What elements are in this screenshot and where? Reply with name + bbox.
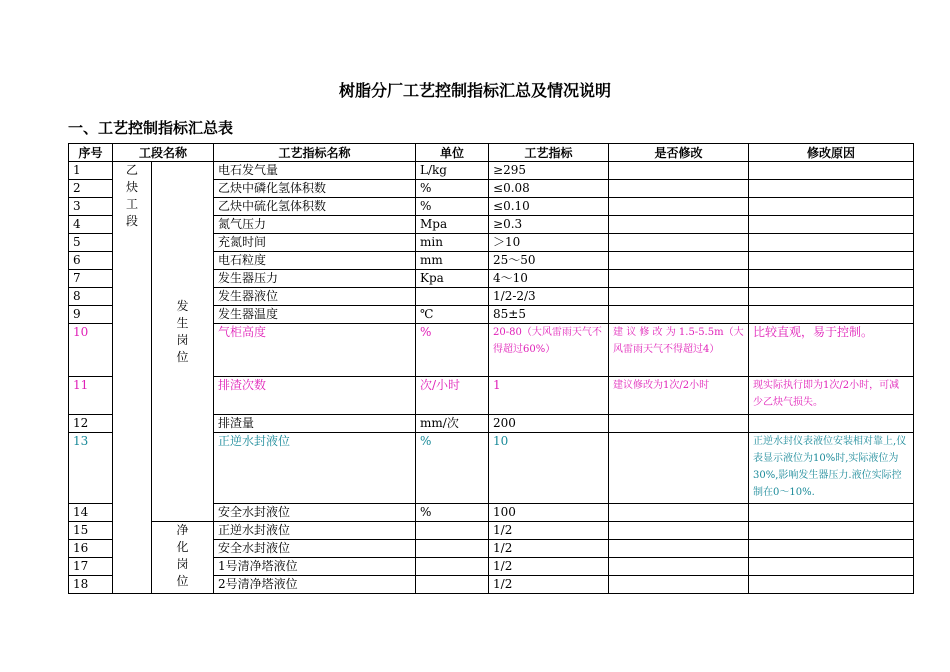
cell-no: 12: [69, 415, 113, 433]
cell-name: 排渣次数: [214, 377, 416, 415]
header-name: 工艺指标名称: [214, 144, 416, 162]
cell-modified: [609, 540, 749, 558]
cell-value: 1/2: [489, 558, 609, 576]
cell-modified: [609, 270, 749, 288]
cell-no: 8: [69, 288, 113, 306]
cell-no: 11: [69, 377, 113, 415]
cell-value: ≤0.08: [489, 180, 609, 198]
header-no: 序号: [69, 144, 113, 162]
cell-unit: L/kg: [416, 162, 489, 180]
cell-modified: [609, 162, 749, 180]
cell-no: 10: [69, 324, 113, 377]
table-header-row: [69, 144, 914, 162]
cell-modified: [609, 415, 749, 433]
page-title: 树脂分厂工艺控制指标汇总及情况说明: [338, 81, 611, 100]
cell-unit: %: [416, 324, 489, 377]
cell-name: 乙炔中硫化氢体积数: [214, 198, 416, 216]
cell-name: 发生器液位: [214, 288, 416, 306]
section-char: 工: [125, 197, 138, 211]
cell-value: 1/2-2/3: [489, 288, 609, 306]
cell-unit: [416, 522, 489, 540]
indicator-table: [68, 143, 914, 594]
header-reason: 修改原因: [749, 144, 914, 162]
cell-modified: [609, 198, 749, 216]
cell-unit: 次/小时: [416, 377, 489, 415]
cell-reason: [749, 504, 914, 522]
cell-unit: min: [416, 234, 489, 252]
cell-value: 100: [489, 504, 609, 522]
cell-unit: Mpa: [416, 216, 489, 234]
cell-modified: [609, 522, 749, 540]
cell-name: 1号清净塔液位: [214, 558, 416, 576]
cell-modified: 建议修改为1次/2小时: [609, 377, 749, 415]
cell-name: 安全水封液位: [214, 540, 416, 558]
cell-modified: [609, 288, 749, 306]
cell-reason: [749, 180, 914, 198]
cell-modified: [609, 576, 749, 594]
cell-reason: [749, 198, 914, 216]
post-char: 净: [176, 523, 189, 537]
header-modified: 是否修改: [609, 144, 749, 162]
cell-value: 200: [489, 415, 609, 433]
post-cell-generation: [152, 162, 214, 522]
post-cell-purification: [152, 522, 214, 594]
cell-name: 气柜高度: [214, 324, 416, 377]
section-heading: 一、工艺控制指标汇总表: [68, 119, 234, 137]
cell-unit: %: [416, 433, 489, 504]
cell-reason: [749, 306, 914, 324]
header-section: 工段名称: [113, 144, 214, 162]
section-char: 炔: [125, 180, 138, 194]
cell-no: 15: [69, 522, 113, 540]
cell-reason: [749, 234, 914, 252]
cell-unit: ℃: [416, 306, 489, 324]
header-value: 工艺指标: [489, 144, 609, 162]
post-char: 发: [176, 299, 189, 313]
cell-value: ≤0.10: [489, 198, 609, 216]
cell-modified: [609, 216, 749, 234]
cell-no: 18: [69, 576, 113, 594]
section-char: 段: [125, 214, 138, 228]
cell-name: 氮气压力: [214, 216, 416, 234]
cell-modified: [609, 433, 749, 504]
cell-unit: mm: [416, 252, 489, 270]
post-char: 位: [176, 350, 189, 364]
cell-no: 9: [69, 306, 113, 324]
cell-value: ≥0.3: [489, 216, 609, 234]
cell-no: 6: [69, 252, 113, 270]
cell-modified: [609, 180, 749, 198]
cell-no: 16: [69, 540, 113, 558]
cell-reason: [749, 415, 914, 433]
post-char: 岗: [176, 333, 189, 347]
cell-value: 1/2: [489, 576, 609, 594]
cell-name: 电石粒度: [214, 252, 416, 270]
post-char: 生: [176, 316, 189, 330]
cell-reason: [749, 558, 914, 576]
cell-no: 1: [69, 162, 113, 180]
cell-name: 充氮时间: [214, 234, 416, 252]
cell-value: 1/2: [489, 540, 609, 558]
cell-name: 正逆水封液位: [214, 433, 416, 504]
cell-name: 发生器压力: [214, 270, 416, 288]
cell-name: 电石发气量: [214, 162, 416, 180]
cell-reason: 比较直观，易于控制。: [749, 324, 914, 377]
section-name-cell: [113, 162, 152, 594]
cell-reason: [749, 522, 914, 540]
cell-modified: [609, 234, 749, 252]
cell-value: 25～50: [489, 252, 609, 270]
cell-reason: [749, 252, 914, 270]
post-char: 化: [176, 540, 189, 554]
section-char: 乙: [125, 163, 138, 177]
header-unit: 单位: [416, 144, 489, 162]
table-row: [69, 522, 914, 540]
cell-modified: [609, 252, 749, 270]
cell-reason: 正逆水封仪表液位安装相对靠上,仪表显示液位为10%时,实际液位为30%,影响发生器压力.液位实际控制在0～10%.: [749, 433, 914, 504]
post-char: 位: [176, 574, 189, 588]
cell-no: 7: [69, 270, 113, 288]
cell-modified: 建 议 修 改 为 1.5-5.5m（大风雷雨天气不得超过4）: [609, 324, 749, 377]
table-row: [69, 162, 914, 180]
cell-value: ≥295: [489, 162, 609, 180]
cell-unit: [416, 576, 489, 594]
cell-no: 2: [69, 180, 113, 198]
cell-no: 5: [69, 234, 113, 252]
cell-reason: [749, 270, 914, 288]
cell-no: 3: [69, 198, 113, 216]
cell-unit: [416, 288, 489, 306]
cell-unit: mm/次: [416, 415, 489, 433]
cell-value: 1/2: [489, 522, 609, 540]
cell-unit: %: [416, 504, 489, 522]
cell-value: 10: [489, 433, 609, 504]
cell-modified: [609, 504, 749, 522]
cell-name: 排渣量: [214, 415, 416, 433]
cell-reason: 现实际执行即为1次/2小时，可减少乙炔气损失。: [749, 377, 914, 415]
cell-name: 发生器温度: [214, 306, 416, 324]
cell-no: 14: [69, 504, 113, 522]
cell-no: 4: [69, 216, 113, 234]
cell-name: 乙炔中磷化氢体积数: [214, 180, 416, 198]
post-char: 岗: [176, 557, 189, 571]
cell-unit: %: [416, 198, 489, 216]
cell-unit: [416, 558, 489, 576]
cell-name: 正逆水封液位: [214, 522, 416, 540]
cell-reason: [749, 540, 914, 558]
cell-reason: [749, 216, 914, 234]
cell-unit: %: [416, 180, 489, 198]
cell-reason: [749, 576, 914, 594]
cell-modified: [609, 558, 749, 576]
cell-reason: [749, 288, 914, 306]
cell-value: 4～10: [489, 270, 609, 288]
cell-name: 安全水封液位: [214, 504, 416, 522]
cell-reason: [749, 162, 914, 180]
cell-value: 85±5: [489, 306, 609, 324]
cell-no: 13: [69, 433, 113, 504]
cell-name: 2号清净塔液位: [214, 576, 416, 594]
cell-unit: [416, 540, 489, 558]
cell-value: 20-80（大风雷雨天气不得超过60%）: [489, 324, 609, 377]
cell-modified: [609, 306, 749, 324]
cell-no: 17: [69, 558, 113, 576]
cell-value: 1: [489, 377, 609, 415]
cell-unit: Kpa: [416, 270, 489, 288]
cell-value: ＞10: [489, 234, 609, 252]
